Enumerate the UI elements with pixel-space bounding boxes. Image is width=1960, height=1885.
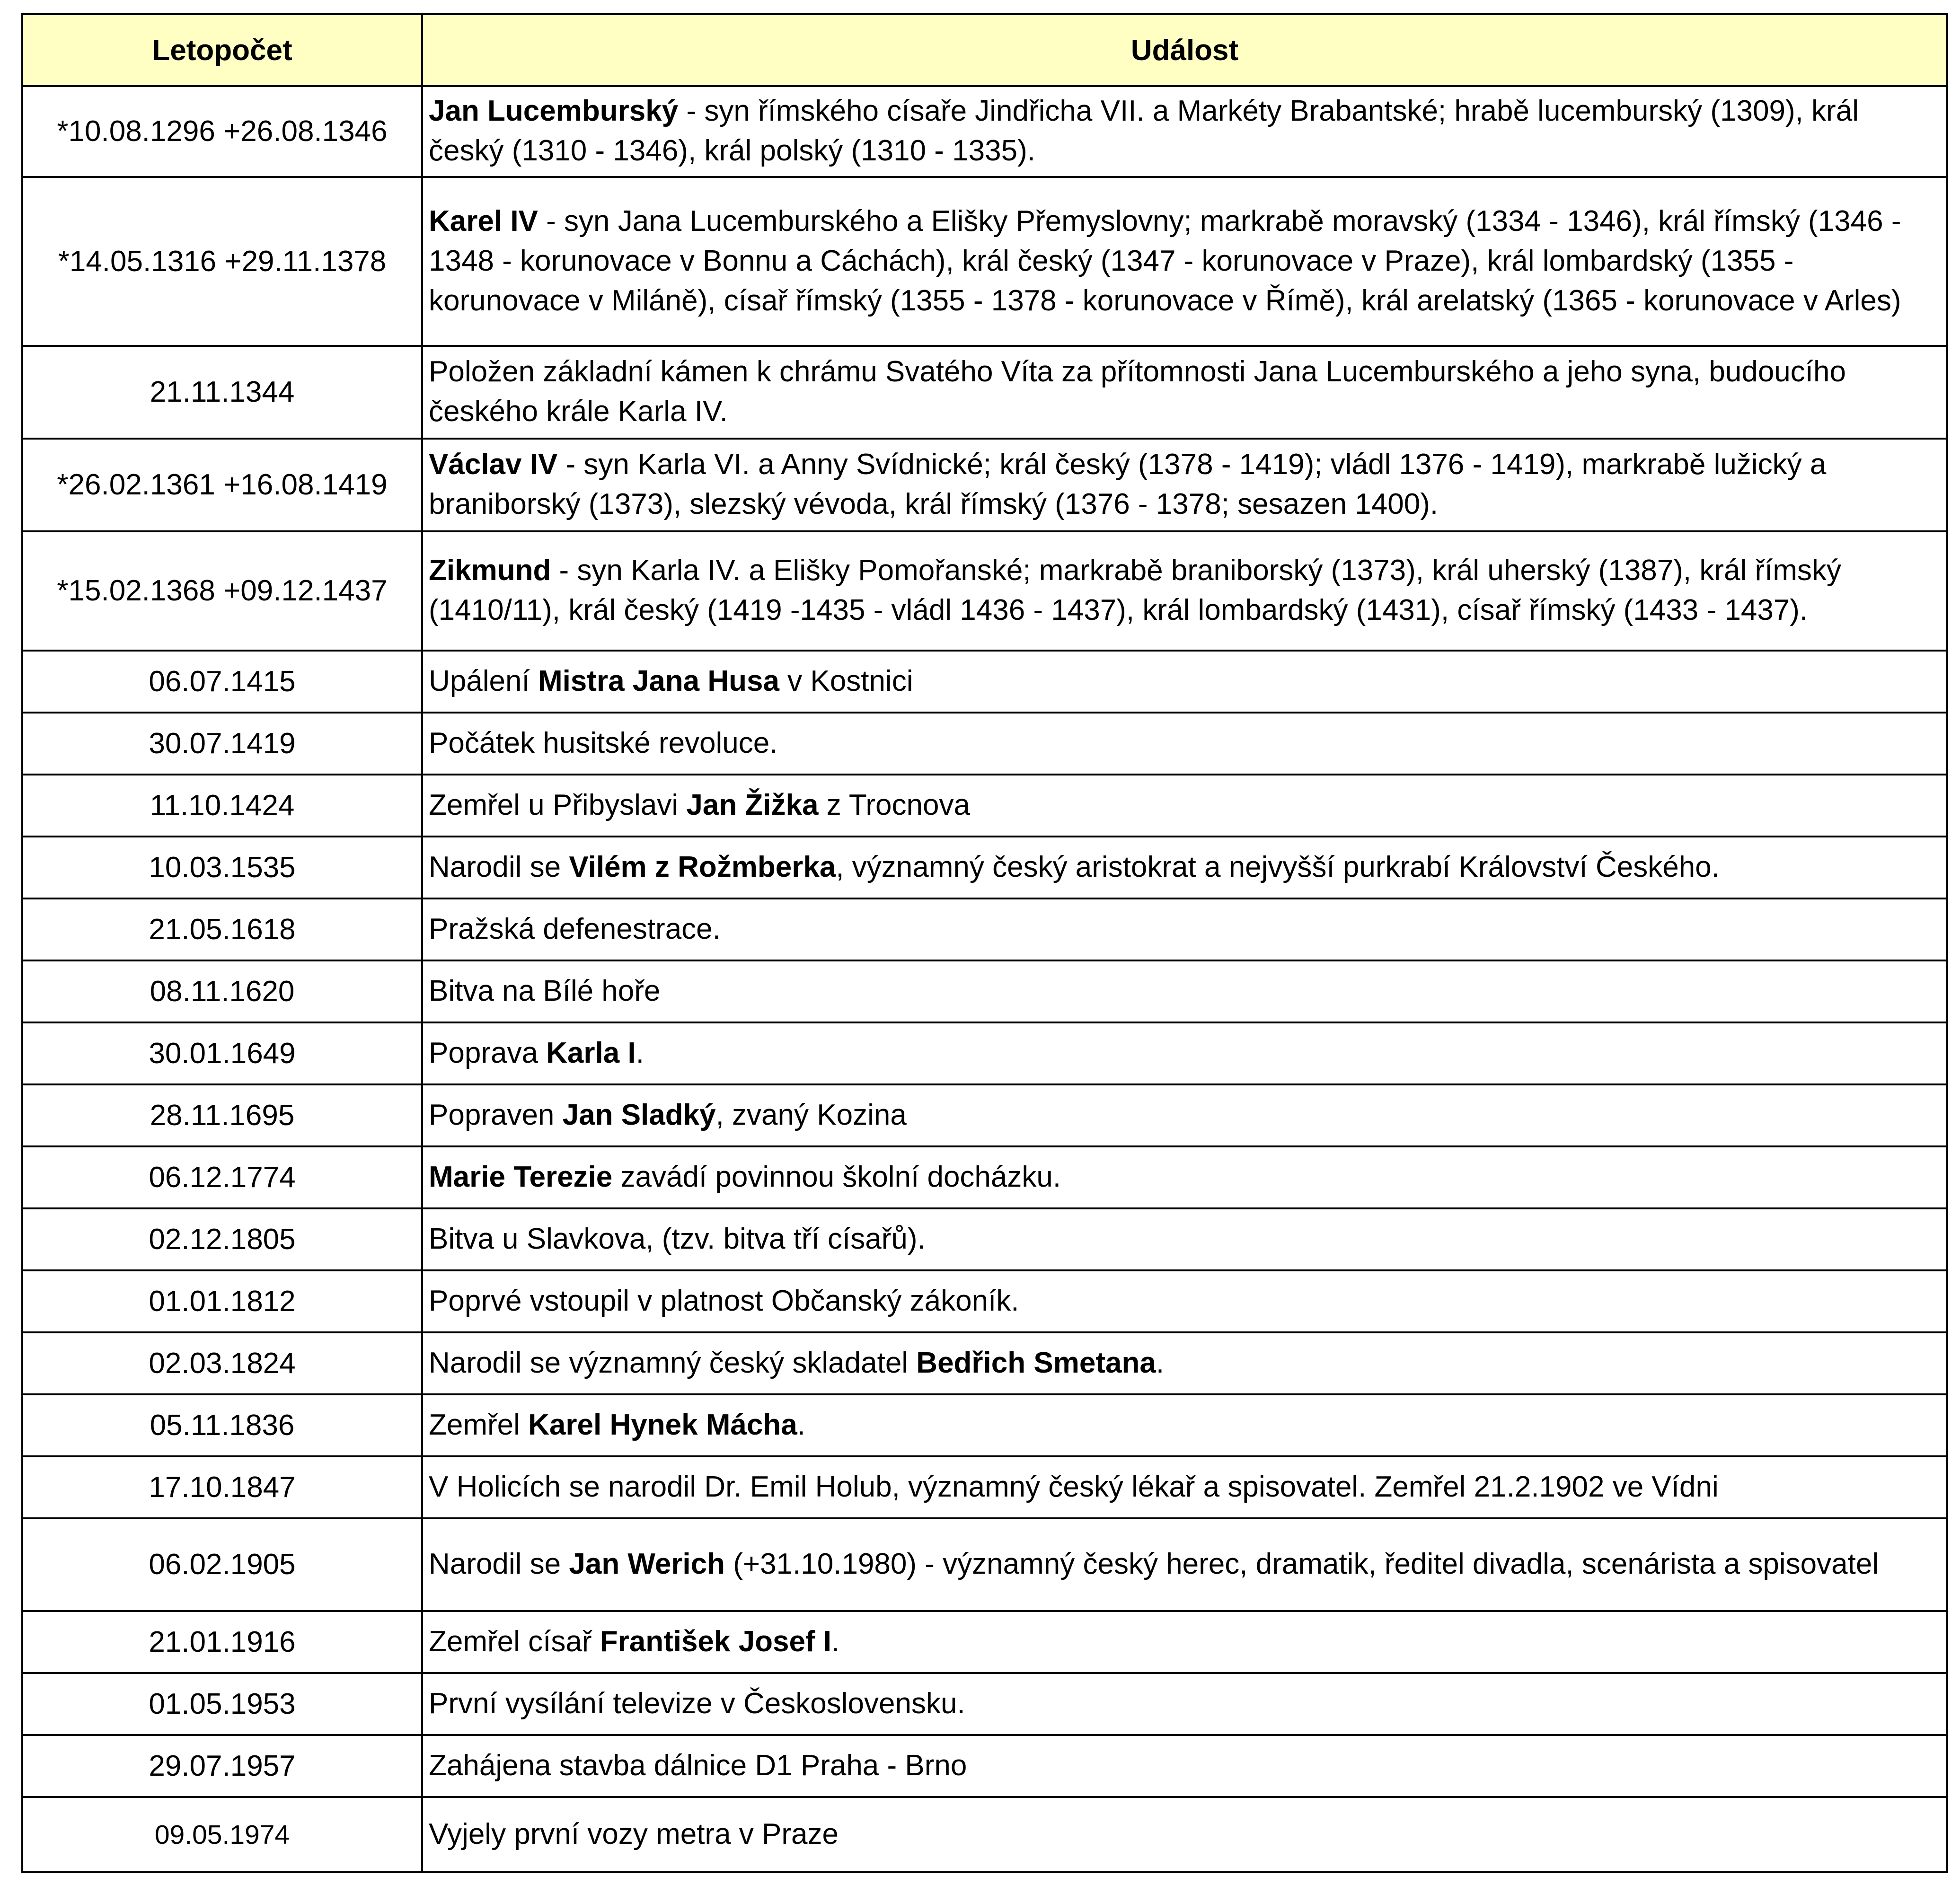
event-name-bold: Marie Terezie (429, 1160, 613, 1193)
table-row (22, 837, 1947, 898)
date-cell: 01.01.1812 (22, 1270, 422, 1332)
event-cell (422, 1456, 1947, 1518)
date-cell: 21.05.1618 (22, 898, 422, 960)
event-text: . (636, 1036, 644, 1069)
date-cell: 10.03.1535 (22, 837, 422, 898)
event-text: Poprava (429, 1036, 547, 1069)
date-cell: 05.11.1836 (22, 1394, 422, 1456)
table-row (22, 1022, 1947, 1084)
table-row (22, 86, 1947, 177)
event-name-bold: Mistra Jana Husa (538, 664, 779, 697)
table-row (22, 1146, 1947, 1208)
date-cell: 28.11.1695 (22, 1084, 422, 1146)
event-cell (422, 1797, 1947, 1872)
table-row (22, 960, 1947, 1022)
event-cell (422, 177, 1947, 346)
table-row (22, 1394, 1947, 1456)
table-row (22, 713, 1947, 775)
event-cell (422, 1270, 1947, 1332)
event-name-bold: František Josef I (600, 1625, 832, 1658)
table-row (22, 1084, 1947, 1146)
event-text: Počátek husitské revoluce. (429, 726, 778, 759)
timeline-table (21, 13, 1948, 1873)
event-name-bold: Václav IV (429, 448, 558, 481)
event-text: Narodil se významný český skladatel (429, 1346, 917, 1379)
event-cell (422, 775, 1947, 837)
event-cell (422, 960, 1947, 1022)
event-cell (422, 346, 1947, 439)
event-text: Zemřel císař (429, 1625, 600, 1658)
date-cell: 30.01.1649 (22, 1022, 422, 1084)
event-cell (422, 1518, 1947, 1611)
event-text: Poprvé vstoupil v platnost Občanský zákoník. (429, 1284, 1019, 1317)
table-row (22, 651, 1947, 713)
table-row (22, 531, 1947, 651)
table-row (22, 1208, 1947, 1270)
event-cell (422, 439, 1947, 531)
event-cell (422, 651, 1947, 713)
event-name-bold: Karel IV (429, 204, 538, 238)
event-name-bold: Karel Hynek Mácha (528, 1408, 797, 1441)
date-cell: 11.10.1424 (22, 775, 422, 837)
header-date: Letopočet (22, 14, 422, 86)
event-text: V Holicích se narodil Dr. Emil Holub, významný český lékař a spisovatel. Zemřel 21.2.1902 ve Vídni (429, 1470, 1719, 1503)
event-cell (422, 1673, 1947, 1735)
event-text: . (797, 1408, 805, 1441)
event-name-bold: Jan Werich (569, 1548, 725, 1580)
date-cell: 29.07.1957 (22, 1735, 422, 1797)
event-text: Zahájena stavba dálnice D1 Praha - Brno (429, 1749, 967, 1782)
event-name-bold: Jan Žižka (686, 788, 819, 821)
event-name-bold: Zikmund (429, 554, 551, 587)
event-text: Narodil se (429, 850, 569, 883)
event-text: Popraven (429, 1098, 563, 1131)
event-text: Zemřel u Přibyslavi (429, 788, 687, 821)
date-cell: 09.05.1974 (22, 1797, 422, 1872)
event-text: - syn římského císaře Jindřicha VII. a Markéty Brabantské; hrabě lucemburský (1309), král český (1310 - 1346), král polský (1310 - 1335). (429, 95, 1859, 167)
event-text: - syn Karla IV. a Elišky Pomořanské; markrabě braniborský (1373), král uherský (1387), král římský (1410/11), král český (1419 -1435 - vládl 1436 - 1437), král lombardský (1431), císař římský (1433 - 1437). (429, 554, 1841, 626)
event-name-bold: Vilém z Rožmberka (569, 850, 836, 883)
table-row (22, 177, 1947, 346)
event-cell (422, 1735, 1947, 1797)
date-cell: *15.02.1368 +09.12.1437 (22, 531, 422, 651)
event-cell (422, 713, 1947, 775)
event-cell (422, 837, 1947, 898)
table-row (22, 1518, 1947, 1611)
event-text: z Trocnova (818, 788, 970, 821)
table-body (22, 86, 1947, 1872)
table-row (22, 1735, 1947, 1797)
event-text: Pražská defenestrace. (429, 912, 721, 945)
date-cell: 06.12.1774 (22, 1146, 422, 1208)
table-row (22, 439, 1947, 531)
table-row (22, 1797, 1947, 1872)
date-cell: 02.03.1824 (22, 1332, 422, 1394)
table-row (22, 346, 1947, 439)
event-name-bold: Karla I (546, 1036, 636, 1069)
event-text: Vyjely první vozy metra v Praze (429, 1817, 839, 1850)
event-text: (+31.10.1980) - významný český herec, dramatik, ředitel divadla, scenárista a spisovatel (725, 1548, 1879, 1580)
table-row (22, 1673, 1947, 1735)
table-row (22, 1332, 1947, 1394)
event-cell (422, 1332, 1947, 1394)
date-cell: *10.08.1296 +26.08.1346 (22, 86, 422, 177)
date-cell: 06.07.1415 (22, 651, 422, 713)
date-cell: 02.12.1805 (22, 1208, 422, 1270)
event-text: v Kostnici (779, 664, 913, 697)
date-cell: 01.05.1953 (22, 1673, 422, 1735)
event-name-bold: Jan Sladký (562, 1098, 716, 1131)
event-text: Zemřel (429, 1408, 529, 1441)
date-cell: 30.07.1419 (22, 713, 422, 775)
table-row (22, 1611, 1947, 1673)
event-cell (422, 1394, 1947, 1456)
event-cell (422, 86, 1947, 177)
event-cell (422, 1022, 1947, 1084)
event-text: . (831, 1625, 840, 1658)
event-cell (422, 898, 1947, 960)
timeline-table-container (21, 13, 1946, 1873)
event-cell (422, 1146, 1947, 1208)
table-row (22, 898, 1947, 960)
date-cell: 06.02.1905 (22, 1518, 422, 1611)
date-cell: 21.11.1344 (22, 346, 422, 439)
event-text: Bitva na Bílé hoře (429, 974, 661, 1007)
event-text: Upálení (429, 664, 538, 697)
event-name-bold: Bedřich Smetana (916, 1346, 1156, 1379)
event-cell (422, 531, 1947, 651)
event-text: . (1156, 1346, 1165, 1379)
event-text: Položen základní kámen k chrámu Svatého Víta za přítomnosti Jana Lucemburského a jeho syna, budoucího českého krále Karla IV. (429, 355, 1846, 428)
event-text: - syn Karla VI. a Anny Svídnické; král český (1378 - 1419); vládl 1376 - 1419), markrabě lužický a braniborský (1373), slezský vévoda, král římský (1376 - 1378; sesazen 1400). (429, 448, 1827, 520)
header-event: Událost (422, 14, 1947, 86)
event-text: zavádí povinnou školní docházku. (612, 1160, 1061, 1193)
table-row (22, 1456, 1947, 1518)
date-cell: 21.01.1916 (22, 1611, 422, 1673)
event-text: Narodil se (429, 1548, 569, 1580)
table-row (22, 775, 1947, 837)
date-cell: 17.10.1847 (22, 1456, 422, 1518)
event-text: - syn Jana Lucemburského a Elišky Přemyslovny; markrabě moravský (1334 - 1346), král římský (1346 - 1348 - korunovace v Bonnu a Cáchách), král český (1347 - korunovace v Praze), král lombardský (1355 - korunovace v Miláně), císař římský (1355 - 1378 - korunovace v Římě), král arelatský (1365 - korunovace v Arles) (429, 204, 1901, 317)
table-header-row (22, 14, 1947, 86)
event-name-bold: Jan Lucemburský (429, 95, 679, 127)
event-text: , zvaný Kozina (715, 1098, 907, 1131)
event-cell (422, 1208, 1947, 1270)
event-text: Bitva u Slavkova, (tzv. bitva tří císařů). (429, 1222, 926, 1255)
table-row (22, 1270, 1947, 1332)
date-cell: *14.05.1316 +29.11.1378 (22, 177, 422, 346)
event-text: První vysílání televize v Československu. (429, 1687, 965, 1720)
date-cell: *26.02.1361 +16.08.1419 (22, 439, 422, 531)
event-cell (422, 1611, 1947, 1673)
event-cell (422, 1084, 1947, 1146)
event-text: , významný český aristokrat a nejvyšší purkrabí Království Českého. (836, 850, 1720, 883)
date-cell: 08.11.1620 (22, 960, 422, 1022)
